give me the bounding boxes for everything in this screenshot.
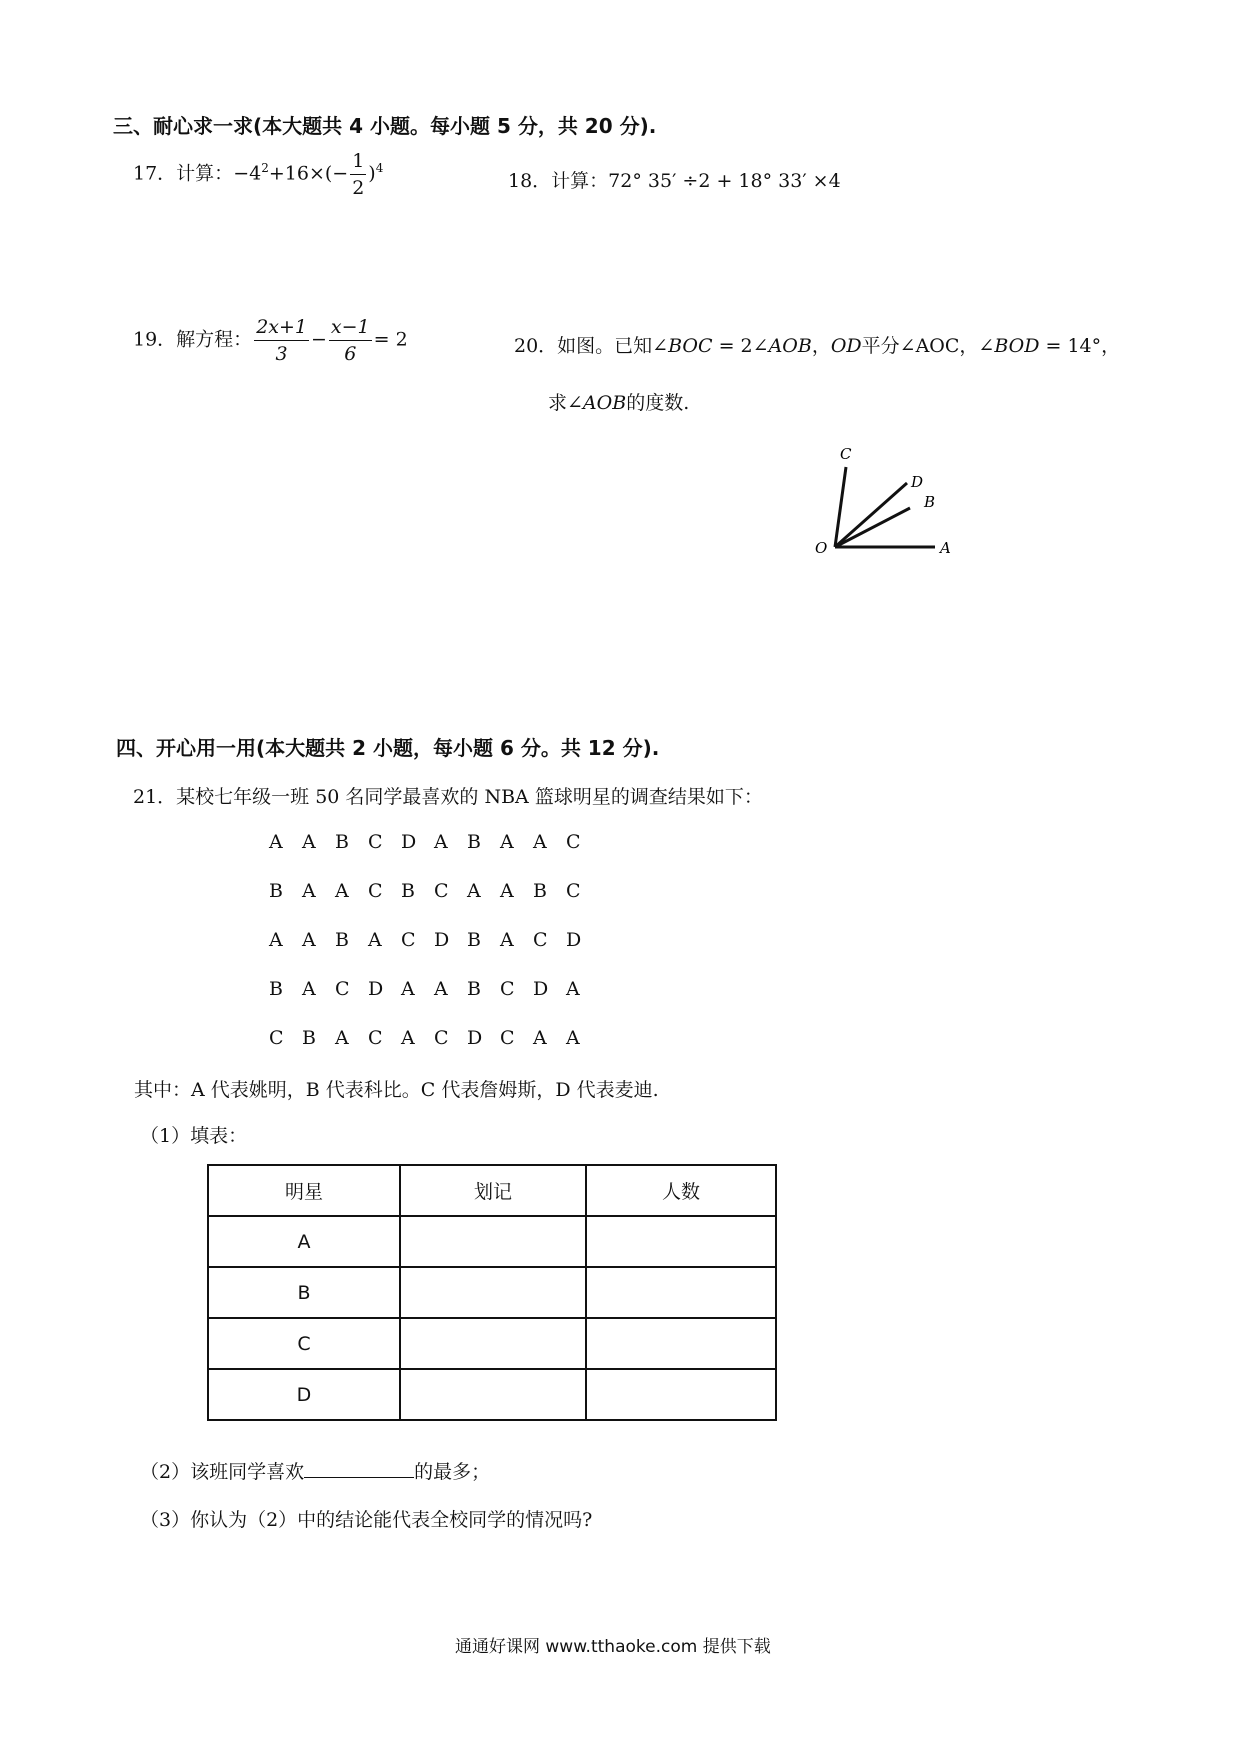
survey-letter: B: [269, 978, 283, 1000]
question-17-term-c: ): [368, 162, 376, 185]
survey-letter: A: [302, 831, 316, 853]
section-3-heading: 三、耐心求一求(本大题共 4 小题。每小题 5 分，共 20 分).: [113, 114, 657, 138]
question-21-intro: 21．某校七年级一班 50 名同学最喜欢的 NBA 篮球明星的调查结果如下：: [133, 786, 763, 808]
survey-letter: C: [335, 978, 350, 1000]
survey-letter: A: [401, 978, 415, 1000]
survey-letter: A: [302, 929, 316, 951]
survey-letter: B: [467, 831, 481, 853]
survey-row: [269, 1027, 599, 1049]
survey-letter: A: [434, 831, 448, 853]
q20-comma: ，: [811, 335, 831, 357]
question-17-term-b: +16×(−: [268, 162, 349, 185]
survey-letter: D: [401, 831, 417, 853]
table-header-row: [208, 1165, 776, 1216]
survey-letter: C: [566, 831, 581, 853]
part-2-prefix: （2）该班同学喜欢: [140, 1461, 305, 1483]
fraction-denominator: 3: [275, 343, 288, 365]
question-19-rhs: = 2: [373, 328, 408, 351]
table-row: [208, 1369, 776, 1420]
question-18: 18．计算：72° 35′ ÷2 + 18° 33′ ×4: [508, 170, 841, 192]
ray-od: OD: [830, 335, 862, 357]
question-17-exponent-a: 2: [261, 161, 269, 176]
q20-line2-suffix: 的度数.: [626, 392, 690, 414]
q20-bisect: 平分∠AOC，∠: [861, 335, 995, 357]
survey-letter: A: [500, 831, 514, 853]
survey-letter: D: [467, 1027, 483, 1049]
survey-row: [269, 978, 599, 1000]
label-a: A: [940, 539, 951, 557]
survey-row: [269, 831, 599, 853]
survey-letter: A: [335, 880, 349, 902]
angle-figure: [800, 440, 970, 570]
question-17: [133, 148, 383, 201]
survey-letter: C: [368, 880, 383, 902]
part-2: [140, 1457, 490, 1484]
footer: 通通好课网 www.tthaoke.com 提供下载: [455, 1637, 771, 1657]
tally-cell[interactable]: [400, 1267, 586, 1318]
survey-letter: C: [533, 929, 548, 951]
header-star: 明星: [208, 1165, 400, 1216]
fraction-numerator: 2x+1: [254, 314, 309, 341]
survey-letter: C: [434, 1027, 449, 1049]
fraction-numerator: x−1: [329, 314, 372, 341]
tally-table: [207, 1164, 777, 1421]
count-cell[interactable]: [586, 1318, 776, 1369]
q20-eq2: = 14°，: [1039, 335, 1121, 357]
answer-blank[interactable]: [304, 1457, 414, 1478]
survey-letter: C: [269, 1027, 284, 1049]
survey-letter: C: [500, 1027, 515, 1049]
question-19-fraction-2: [329, 314, 372, 367]
question-19-minus: −: [311, 328, 327, 351]
survey-letter: A: [269, 831, 283, 853]
part-2-suffix: 的最多；: [414, 1461, 491, 1483]
label-o: O: [815, 539, 828, 557]
survey-letter: B: [269, 880, 283, 902]
survey-letter: C: [434, 880, 449, 902]
survey-letter: A: [533, 1027, 547, 1049]
survey-letter: A: [467, 880, 481, 902]
tally-cell[interactable]: [400, 1318, 586, 1369]
fraction-numerator: 1: [350, 148, 366, 175]
survey-letter: B: [467, 978, 481, 1000]
q20-eq1: = 2∠: [712, 335, 769, 357]
fraction-denominator: 6: [344, 343, 357, 365]
table-row: [208, 1267, 776, 1318]
angle-boc: BOC: [668, 335, 713, 357]
survey-letter: D: [434, 929, 450, 951]
row-label: B: [208, 1267, 400, 1318]
survey-letter: D: [566, 929, 582, 951]
row-label: D: [208, 1369, 400, 1420]
survey-letter: D: [368, 978, 384, 1000]
survey-letter: C: [401, 929, 416, 951]
survey-row: [269, 929, 599, 951]
survey-letter: A: [401, 1027, 415, 1049]
survey-letter: A: [566, 1027, 580, 1049]
survey-letter: A: [500, 929, 514, 951]
count-cell[interactable]: [586, 1369, 776, 1420]
question-20-line-2: [548, 388, 689, 415]
question-19: [133, 314, 408, 367]
survey-letter: A: [302, 880, 316, 902]
survey-letter: D: [533, 978, 549, 1000]
survey-letter: B: [401, 880, 415, 902]
row-label: A: [208, 1216, 400, 1267]
survey-letter: A: [566, 978, 580, 1000]
header-tally: 划记: [400, 1165, 586, 1216]
section-4-heading: 四、开心用一用(本大题共 2 小题，每小题 6 分。共 12 分).: [116, 736, 660, 760]
survey-letter: B: [302, 1027, 316, 1049]
count-cell[interactable]: [586, 1216, 776, 1267]
count-cell[interactable]: [586, 1267, 776, 1318]
survey-letter: A: [368, 929, 382, 951]
survey-letter: A: [500, 880, 514, 902]
question-19-fraction-1: [254, 314, 309, 367]
part-1-label: （1）填表：: [140, 1125, 248, 1147]
question-17-fraction: [350, 148, 366, 201]
angle-aob-2: AOB: [582, 392, 627, 414]
survey-letter: C: [368, 831, 383, 853]
legend-text: 其中：A 代表姚明，B 代表科比。C 代表詹姆斯，D 代表麦迪.: [134, 1079, 659, 1101]
ray-oc: [835, 467, 846, 547]
survey-letter: A: [302, 978, 316, 1000]
survey-letter: A: [335, 1027, 349, 1049]
part-3: （3）你认为（2）中的结论能代表全校同学的情况吗?: [140, 1509, 593, 1531]
survey-letter: C: [500, 978, 515, 1000]
angle-bod: BOD: [994, 335, 1040, 357]
survey-letter: A: [269, 929, 283, 951]
question-20-line-1: [514, 331, 1120, 358]
survey-letter: B: [335, 831, 349, 853]
table-row: [208, 1318, 776, 1369]
label-c: C: [840, 445, 852, 463]
angle-aob: AOB: [768, 335, 812, 357]
header-count: 人数: [586, 1165, 776, 1216]
survey-letter: C: [368, 1027, 383, 1049]
fraction-denominator: 2: [352, 177, 365, 199]
survey-letter: B: [467, 929, 481, 951]
survey-letter: A: [434, 978, 448, 1000]
question-17-term-a: −4: [233, 162, 262, 185]
survey-letter: B: [533, 880, 547, 902]
survey-letter: B: [335, 929, 349, 951]
question-17-label: 17．计算：: [133, 162, 234, 185]
survey-letter: A: [533, 831, 547, 853]
question-17-exponent-c: 4: [375, 161, 384, 176]
question-19-label: 19．解方程：: [133, 328, 253, 351]
survey-row: [269, 880, 599, 902]
tally-cell[interactable]: [400, 1216, 586, 1267]
q20-prefix: 20．如图。已知∠: [514, 335, 669, 357]
label-b: B: [924, 493, 936, 511]
survey-letter: C: [566, 880, 581, 902]
table-row: [208, 1216, 776, 1267]
tally-cell[interactable]: [400, 1369, 586, 1420]
q20-line2-prefix: 求∠: [548, 392, 583, 414]
label-d: D: [911, 473, 924, 491]
row-label: C: [208, 1318, 400, 1369]
